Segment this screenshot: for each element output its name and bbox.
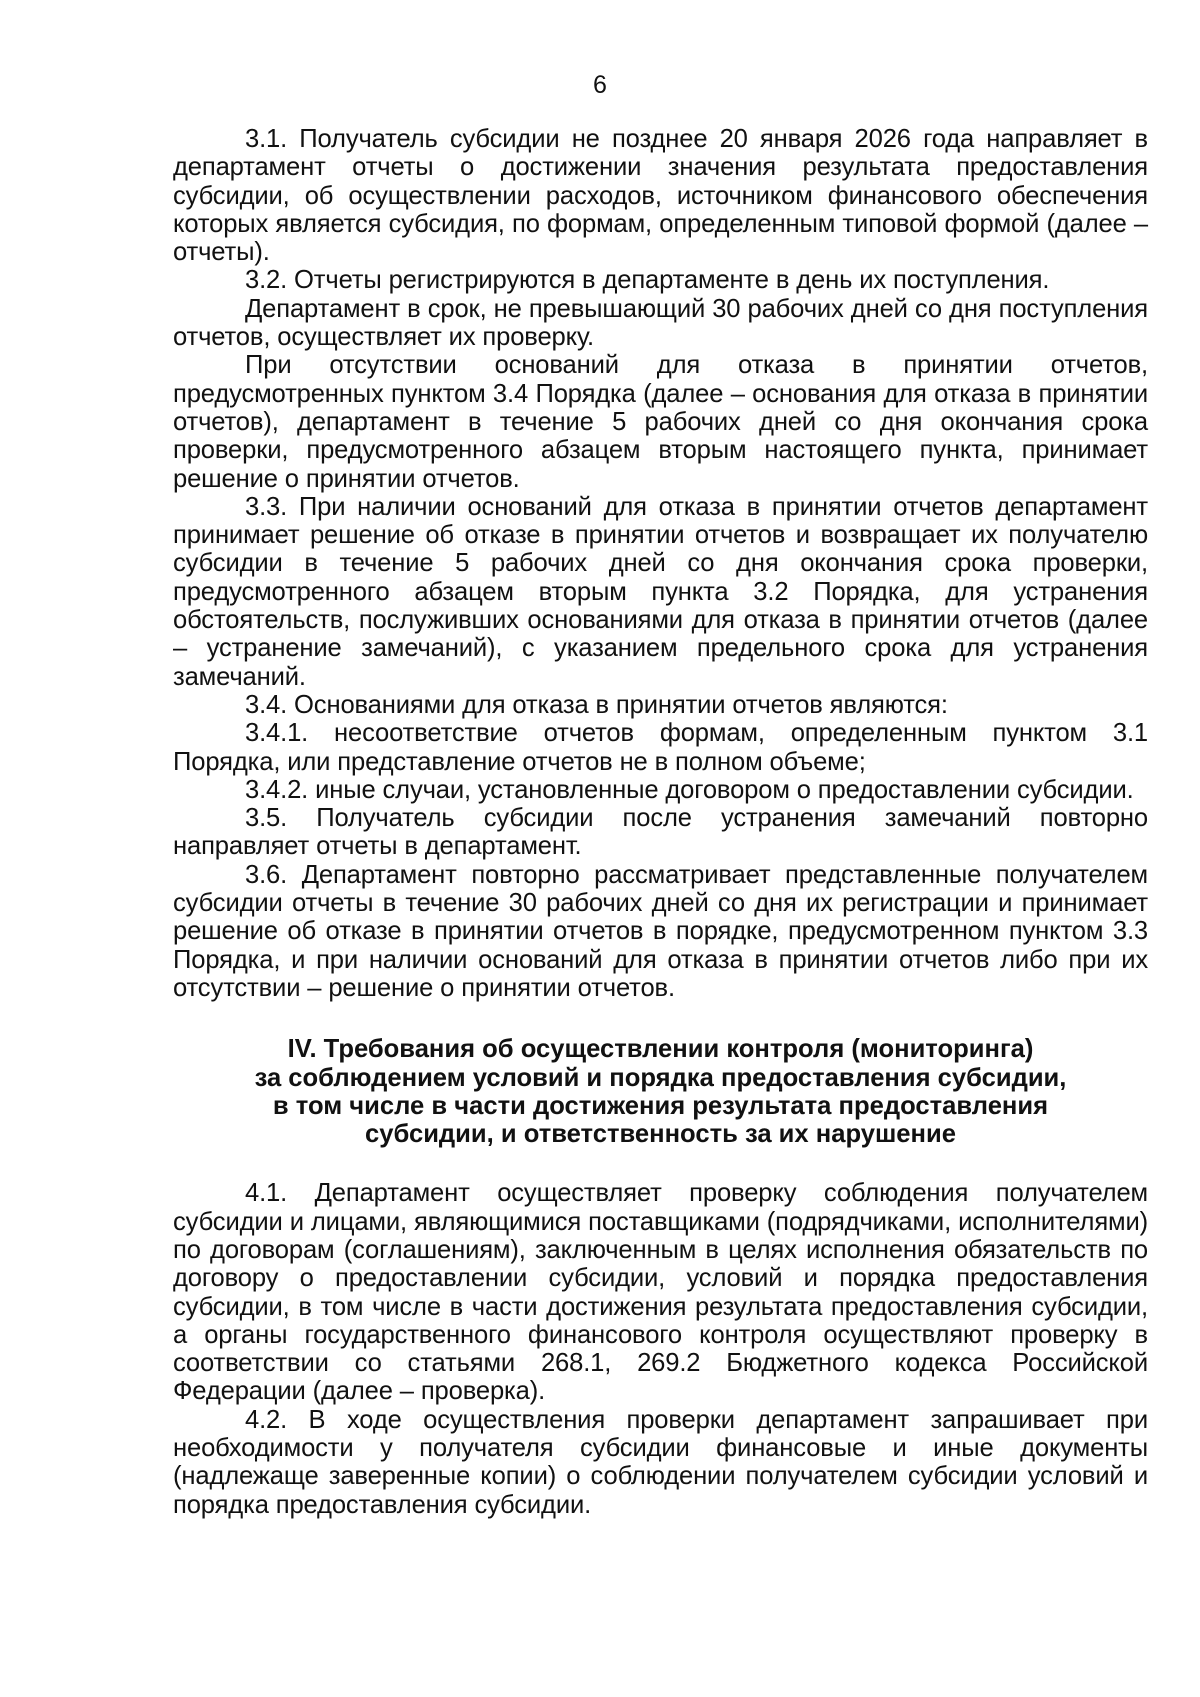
section-heading-line: в том числе в части достижения результата предоставления	[272, 1091, 1049, 1120]
paragraph-4-2: 4.2. В ходе осуществления проверки департамент запрашивает при необходимости у получателя субсидии финансовые и иные документы (надлежаще заверенные копии) о соблюдении получателем субсидии условий и порядка предоставления субсидии.	[173, 1405, 1148, 1519]
paragraph-3-5: 3.5. Получатель субсидии после устранения замечаний повторно направляет отчеты в департамент.	[173, 804, 1148, 861]
paragraph-3-4: 3.4. Основаниями для отказа в принятии отчетов являются:	[245, 690, 948, 719]
paragraph-3-6: 3.6. Департамент повторно рассматривает представленные получателем субсидии отчеты в течение 30 рабочих дней со дня их регистрации и принимает решение об отказе в принятии отчетов в порядке, предусмотренном пунктом 3.3 Порядка, и при наличии оснований для отказа в принятии отчетов либо при их отсутствии – решение о принятии отчетов.	[173, 860, 1148, 1002]
paragraph-3-4-1: 3.4.1. несоответствие отчетов формам, определенным пунктом 3.1 Порядка, или представление отчетов не в полном объеме;	[173, 719, 1148, 776]
paragraph-3-1: 3.1. Получатель субсидии не позднее 20 января 2026 года направляет в департамент отчеты о достижении значения результата предоставления субсидии, об осуществлении расходов, источником финансового обеспечения которых является субсидия, по формам, определенным типовой формой (далее – отчеты).	[173, 125, 1148, 267]
paragraph-3-2-review-term: Департамент в срок, не превышающий 30 рабочих дней со дня поступления отчетов, осуществляет их проверку.	[173, 294, 1148, 352]
paragraph-3-4-2: 3.4.2. иные случаи, установленные договором о предоставлении субсидии.	[245, 775, 1134, 804]
paragraph-3-3: 3.3. При наличии оснований для отказа в принятии отчетов департамент принимает решение об отказе в принятии отчетов и возвращает их получателю субсидии в течение 5 рабочих дней со дня окончания срока проверки, предусмотренного абзацем вторым пункта 3.2 Порядка, для устранения обстоятельств, послуживших основаниями для отказа в принятии отчетов (далее – устранение замечаний), с указанием предельного срока для устранения замечаний.	[173, 492, 1148, 691]
section-heading-line: за соблюдением условий и порядка предоставления субсидии,	[254, 1063, 1067, 1092]
paragraph-3-2: 3.2. Отчеты регистрируются в департаменте в день их поступления.	[245, 266, 1050, 295]
section-heading-line: IV. Требования об осуществлении контроля (мониторинга)	[287, 1035, 1034, 1064]
paragraph-4-1: 4.1. Департамент осуществляет проверку соблюдения получателем субсидии и лицами, являющимися поставщиками (подрядчиками, исполнителями) по договорам (соглашениям), заключенным в целях исполнения обязательств по договору о предоставлении субсидии, условий и порядка предоставления субсидии, в том числе в части достижения результата предоставления субсидии, а органы государственного финансового контроля осуществляют проверку в соответствии со статьями 268.1, 269.2 Бюджетного кодекса Российской Федерации (далее – проверка).	[173, 1179, 1148, 1406]
page-number: 6	[593, 71, 607, 99]
paragraph-3-2-acceptance: При отсутствии оснований для отказа в принятии отчетов, предусмотренных пунктом 3.4 Порядка (далее – основания для отказа в принятии отчетов), департамент в течение 5 рабочих дней со дня окончания срока проверки, предусмотренного абзацем вторым настоящего пункта, принимает решение о принятии отчетов.	[173, 351, 1148, 493]
section-heading	[173, 1035, 1148, 1148]
document-body	[173, 125, 1148, 1519]
section-heading-line: субсидии, и ответственность за их нарушение	[365, 1120, 956, 1149]
